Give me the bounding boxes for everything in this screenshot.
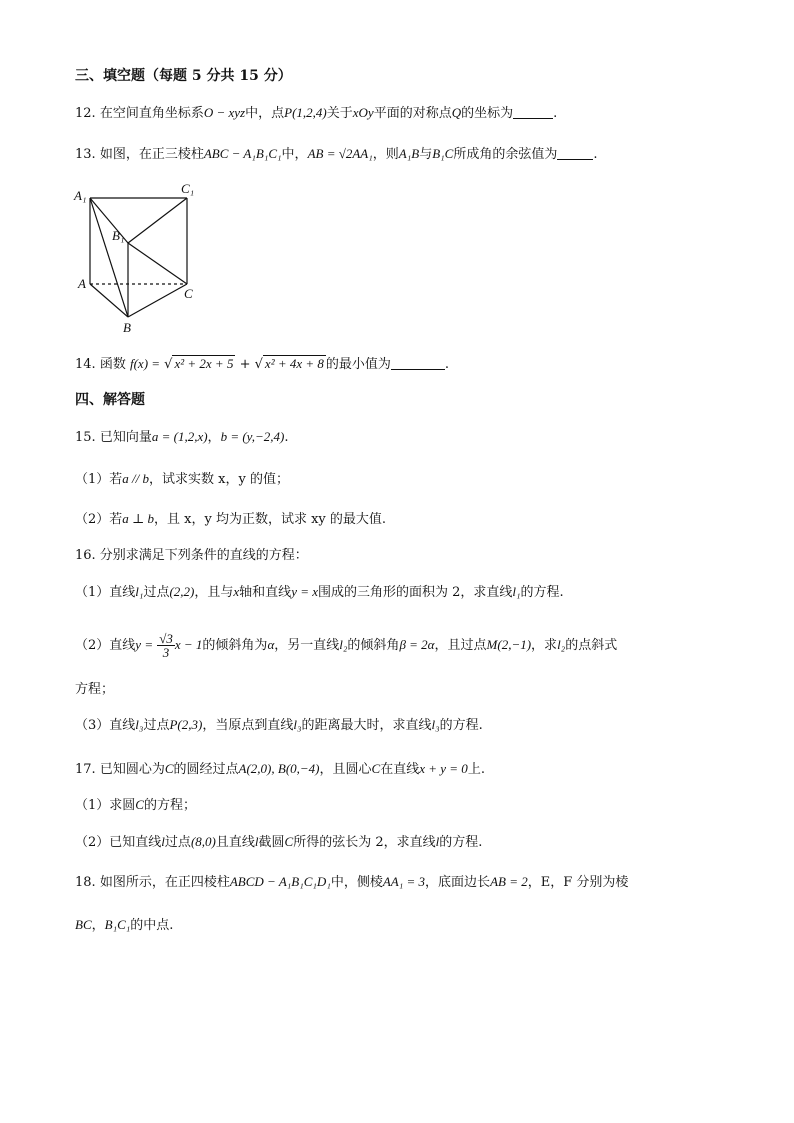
q16p3-m3: l₃ xyxy=(293,717,302,732)
q13-line-a1b: A₁B xyxy=(398,146,420,161)
q16p2-m6: M(2,−1) xyxy=(486,637,532,652)
q16p2-m5: β = 2α xyxy=(399,637,435,652)
q17-t1: 已知圆心为 xyxy=(99,762,165,777)
q15p1-text-1: 若 xyxy=(109,472,123,487)
q16p3-t3: ，当原点到直线 xyxy=(202,718,294,733)
q13-text-3: ，则 xyxy=(372,147,399,162)
q14-radical-1: x² + 2x + 5 xyxy=(174,356,234,371)
segment-b1c xyxy=(128,243,187,284)
prism-figure xyxy=(72,180,202,336)
label-b: B xyxy=(123,320,131,335)
q18-t6: 的中点. xyxy=(130,918,174,933)
q17p1-m1: C xyxy=(135,797,144,812)
q13-text-4: 与 xyxy=(419,147,433,162)
q18-m3: AB = 2 xyxy=(490,874,528,889)
q17-m2: A(2,0), B(0,−4) xyxy=(238,761,320,776)
q16p3-m1: l₃ xyxy=(135,717,144,732)
question-12 xyxy=(75,104,557,123)
q18-m5: B₁C₁ xyxy=(104,917,131,932)
label-a: A xyxy=(78,276,86,291)
question-17 xyxy=(75,760,485,779)
q15-sep: ， xyxy=(207,430,221,445)
section-title-solutions: 四、解答题 xyxy=(75,392,145,408)
q17-m1: C xyxy=(164,761,174,776)
q16p3-t1: 直线 xyxy=(109,718,136,733)
q17-m4: x + y = 0 xyxy=(419,761,468,776)
q17p2-m5: l xyxy=(435,834,440,849)
q16p2-t3: ，另一直线 xyxy=(274,638,340,653)
question-number: 15. xyxy=(75,430,96,445)
edge-b1c1 xyxy=(128,198,187,243)
q16p2-m2: x − 1 xyxy=(174,637,203,652)
part-tag: （1） xyxy=(75,798,110,813)
q16p1-t6: 的方程. xyxy=(520,585,564,600)
part-tag: （1） xyxy=(75,585,110,600)
q17p2-m2: (8,0) xyxy=(190,834,216,849)
part-tag: （2） xyxy=(75,638,110,653)
q18-t1: 如图所示，在正四棱柱 xyxy=(99,875,230,890)
q12-text-2: 中，点 xyxy=(245,106,285,121)
answer-blank[interactable] xyxy=(513,105,553,119)
question-number: 12. xyxy=(75,106,96,121)
q12-point-p: P(1,2,4) xyxy=(284,105,327,120)
answer-blank[interactable] xyxy=(557,146,593,160)
q17-t5: 上. xyxy=(467,762,485,777)
label-a1: A₁ xyxy=(74,188,87,203)
q14-plus: + xyxy=(239,357,251,372)
q16p2-t7: 的点斜式 xyxy=(565,638,618,653)
q15-text-1: 已知向量 xyxy=(99,430,152,445)
question-16-part-2 xyxy=(75,630,617,661)
q16p1-t2: 过点 xyxy=(143,585,170,600)
q13-text-1: 如图，在正三棱柱 xyxy=(99,147,204,162)
q17p2-t1: 已知直线 xyxy=(109,835,162,850)
edge-bc xyxy=(128,284,187,317)
question-18 xyxy=(75,873,628,892)
q15p1-text-2: ，试求实数 x，y 的值； xyxy=(149,472,289,487)
fraction-denominator: 3 xyxy=(162,645,170,660)
q16p1-t1: 直线 xyxy=(109,585,136,600)
q16p1-t5: 围成的三角形的面积为 2，求直线 xyxy=(318,585,513,600)
q12-coordinate-system: O − xyz xyxy=(203,105,246,120)
q12-text-5: 的坐标为 xyxy=(461,106,514,121)
answer-blank[interactable] xyxy=(391,356,445,370)
q14-radical-2: x² + 4x + 8 xyxy=(264,356,324,371)
q13-line-b1c: B₁C xyxy=(432,146,454,161)
q18-t4: ，E，F 分别为棱 xyxy=(527,875,629,890)
q15p2-condition: a ⊥ b xyxy=(122,511,155,526)
part-tag: （2） xyxy=(75,512,110,527)
q15-end: . xyxy=(284,430,289,445)
q16p3-t2: 过点 xyxy=(143,718,170,733)
segment-a1b xyxy=(90,198,128,317)
q12-text-1: 在空间直角坐标系 xyxy=(99,106,204,121)
q16p3-m4: l₃ xyxy=(431,717,440,732)
question-number: 17. xyxy=(75,762,96,777)
q16p1-m5: l₁ xyxy=(512,584,521,599)
q18-t3: ，底面边长 xyxy=(425,875,491,890)
question-18-cont xyxy=(75,916,173,935)
q18-t5: ， xyxy=(91,918,105,933)
q16p3-m2: P(2,3) xyxy=(169,717,203,732)
q13-condition: AB = √2AA₁ xyxy=(307,146,373,161)
question-16-part-2-cont: 方程； xyxy=(75,682,115,697)
question-15 xyxy=(75,428,288,447)
q17p1-t1: 求圆 xyxy=(109,798,136,813)
q17p2-t2: 过点 xyxy=(164,835,191,850)
q16p2-m4: l₂ xyxy=(339,637,348,652)
q16p3-t4: 的距离最大时，求直线 xyxy=(301,718,432,733)
q17-t3: ，且圆心 xyxy=(319,762,372,777)
q17-t4: 在直线 xyxy=(380,762,420,777)
q15-vector-b: b = (y,−2,4) xyxy=(220,429,285,444)
q14-text-2: 的最小值为 xyxy=(325,357,391,372)
q17-m3: C xyxy=(371,761,381,776)
q17p2-m3: l xyxy=(254,834,259,849)
q18-m1: ABCD − A₁B₁C₁D₁ xyxy=(229,874,331,889)
q16p2-t1: 直线 xyxy=(109,638,136,653)
q17p2-t6: 的方程. xyxy=(439,835,483,850)
q12-end: . xyxy=(553,106,558,121)
part-tag: （2） xyxy=(75,835,110,850)
question-13 xyxy=(75,145,598,164)
q18-t2: 中，侧棱 xyxy=(330,875,383,890)
fraction xyxy=(157,632,175,659)
fraction-numerator: √3 xyxy=(159,631,173,646)
q16p2-t5: ，且过点 xyxy=(434,638,487,653)
part-tag: （3） xyxy=(75,718,110,733)
q12-text-4: 平面的对称点 xyxy=(373,106,452,121)
q16p1-t3: ，且与 xyxy=(194,585,234,600)
q15p1-condition: a // b xyxy=(122,471,150,486)
label-b1: B₁ xyxy=(112,228,125,243)
q14-end: . xyxy=(444,357,450,372)
question-14: 14. 函数 f(x) = √ x² + 2x + 5 + √ x² + 4x + 8 的最小值为 . xyxy=(75,356,450,372)
q16p2-m1: y = xyxy=(135,637,154,652)
q17p2-t4: 截圆 xyxy=(258,835,285,850)
q16p2-t2: 的倾斜角为 xyxy=(202,638,268,653)
question-number: 13. xyxy=(75,147,96,162)
q14-function: f(x) = xyxy=(129,356,161,371)
q18-m4: BC xyxy=(75,917,92,932)
q16p1-m1: l₁ xyxy=(135,584,144,599)
question-16: 16. 分别求满足下列条件的直线的方程： xyxy=(75,548,308,563)
q13-end: . xyxy=(593,147,598,162)
q16p2-t6: ，求 xyxy=(531,638,558,653)
q13-prism: ABC − A₁B₁C₁ xyxy=(203,146,282,161)
label-c: C xyxy=(184,286,193,301)
q14-text-1: 函数 xyxy=(99,357,126,372)
label-c1: C₁ xyxy=(181,181,195,196)
q16p2-t4: 的倾斜角 xyxy=(347,638,400,653)
q17p2-m1: l xyxy=(161,834,165,849)
q12-plane: xOy xyxy=(352,105,374,120)
q16p1-t4: 轴和直线 xyxy=(239,585,292,600)
q16p1-m2: (2,2) xyxy=(169,584,195,599)
q16p1-m3: x xyxy=(233,584,240,599)
question-15-part-2 xyxy=(75,510,386,529)
q16p3-t5: 的方程. xyxy=(439,718,483,733)
q16p2-m3: α xyxy=(267,637,275,652)
q17-t2: 的圆经过点 xyxy=(173,762,239,777)
q15-vector-a: a = (1,2,x) xyxy=(151,429,208,444)
q13-text-2: 中， xyxy=(281,147,308,162)
q17p2-t3: 且直线 xyxy=(215,835,255,850)
q12-point-q: Q xyxy=(451,105,462,120)
q13-text-5: 所成角的余弦值为 xyxy=(453,147,558,162)
question-17-part-1 xyxy=(75,796,196,815)
question-17-part-2 xyxy=(75,833,482,852)
section-title-fill-in: 三、填空题（每题 5 分共 15 分） xyxy=(75,68,292,84)
q16p2-m7: l₂ xyxy=(557,637,566,652)
q17p2-t5: 所得的弦长为 2，求直线 xyxy=(293,835,436,850)
question-number: 14. xyxy=(75,357,96,372)
q16p1-m4: y = x xyxy=(291,584,318,599)
question-number: 18. xyxy=(75,875,96,890)
q12-text-3: 关于 xyxy=(326,106,353,121)
q15p2-text-1: 若 xyxy=(109,512,123,527)
q17p2-m4: C xyxy=(284,834,294,849)
part-tag: （1） xyxy=(75,472,110,487)
question-16-part-1 xyxy=(75,583,564,602)
question-15-part-1 xyxy=(75,470,289,489)
q15p2-text-2: ，且 x，y 均为正数，试求 xy 的最大值. xyxy=(154,512,387,527)
q17p1-t2: 的方程； xyxy=(143,798,196,813)
q18-m2: AA₁ = 3 xyxy=(382,874,426,889)
question-16-part-3 xyxy=(75,716,483,735)
